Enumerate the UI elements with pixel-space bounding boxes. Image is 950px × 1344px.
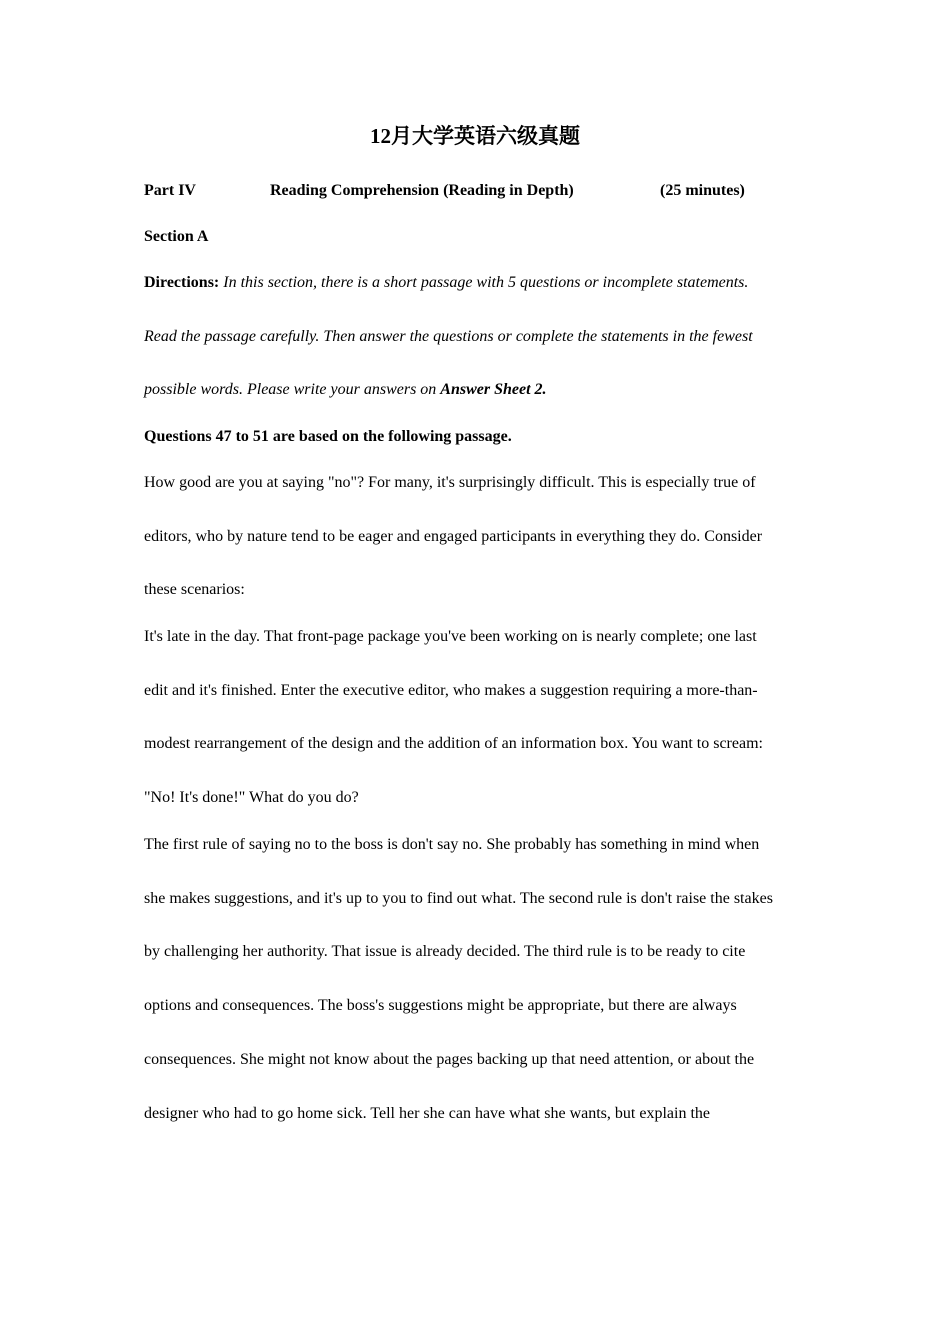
directions-text: In this section, there is a short passage with 5 questions or incomplete statements.	[223, 274, 749, 291]
paragraph-line: How good are you at saying "no"? For many, it's surprisingly difficult. This is especially true of	[144, 474, 756, 491]
paragraph-line: editors, who by nature tend to be eager and engaged participants in everything they do. Consider	[144, 527, 763, 545]
part-header	[144, 180, 764, 202]
time-limit: (25 minutes)	[660, 182, 745, 199]
questions-intro: Questions 47 to 51 are based on the following passage.	[144, 428, 512, 445]
paragraph-line: "No! It's done!" What do you do?	[144, 789, 359, 807]
paragraph-1	[144, 456, 808, 617]
directions-text: possible words. Please write your answers on	[144, 381, 441, 399]
directions-line-1	[144, 256, 808, 310]
paragraph-line: she makes suggestions, and it's up to you to find out what. The second rule is don't raise the stakes	[144, 889, 773, 907]
paragraph-line: edit and it's finished. Enter the executive editor, who makes a suggestion requiring a more-than-	[144, 681, 758, 699]
paragraph-line: options and consequences. The boss's suggestions might be appropriate, but there are always	[144, 997, 737, 1015]
directions-line-2: Read the passage carefully. Then answer the questions or complete the statements in the fewest	[144, 327, 753, 345]
paragraph-2	[144, 610, 808, 825]
paragraph-line: these scenarios:	[144, 581, 245, 599]
answer-sheet-ref: Answer Sheet 2.	[440, 381, 547, 399]
paragraph-line: It's late in the day. That front-page package you've been working on is nearly complete; one last	[144, 628, 757, 645]
paragraph-line: by challenging her authority. That issue is already decided. The third rule is to be ready to cite	[144, 943, 746, 961]
paragraph-3	[144, 818, 808, 1140]
part-section-title: Reading Comprehension (Reading in Depth)	[270, 182, 574, 199]
directions-lead: Directions:	[144, 274, 220, 291]
directions	[144, 256, 808, 417]
part-label: Part IV	[144, 182, 196, 199]
page-title: 12月大学英语六级真题	[370, 124, 580, 148]
paragraph-line: The first rule of saying no to the boss is don't say no. She probably has something in mind when	[144, 836, 760, 853]
paragraph-line: consequences. She might not know about the pages backing up that need attention, or about the	[144, 1050, 755, 1068]
paragraph-line: modest rearrangement of the design and the addition of an information box. You want to scream:	[144, 735, 763, 753]
directions-line-3	[144, 363, 808, 417]
paragraph-line: designer who had to go home sick. Tell her she can have what she wants, but explain the	[144, 1104, 710, 1122]
section-label: Section A	[144, 228, 209, 245]
